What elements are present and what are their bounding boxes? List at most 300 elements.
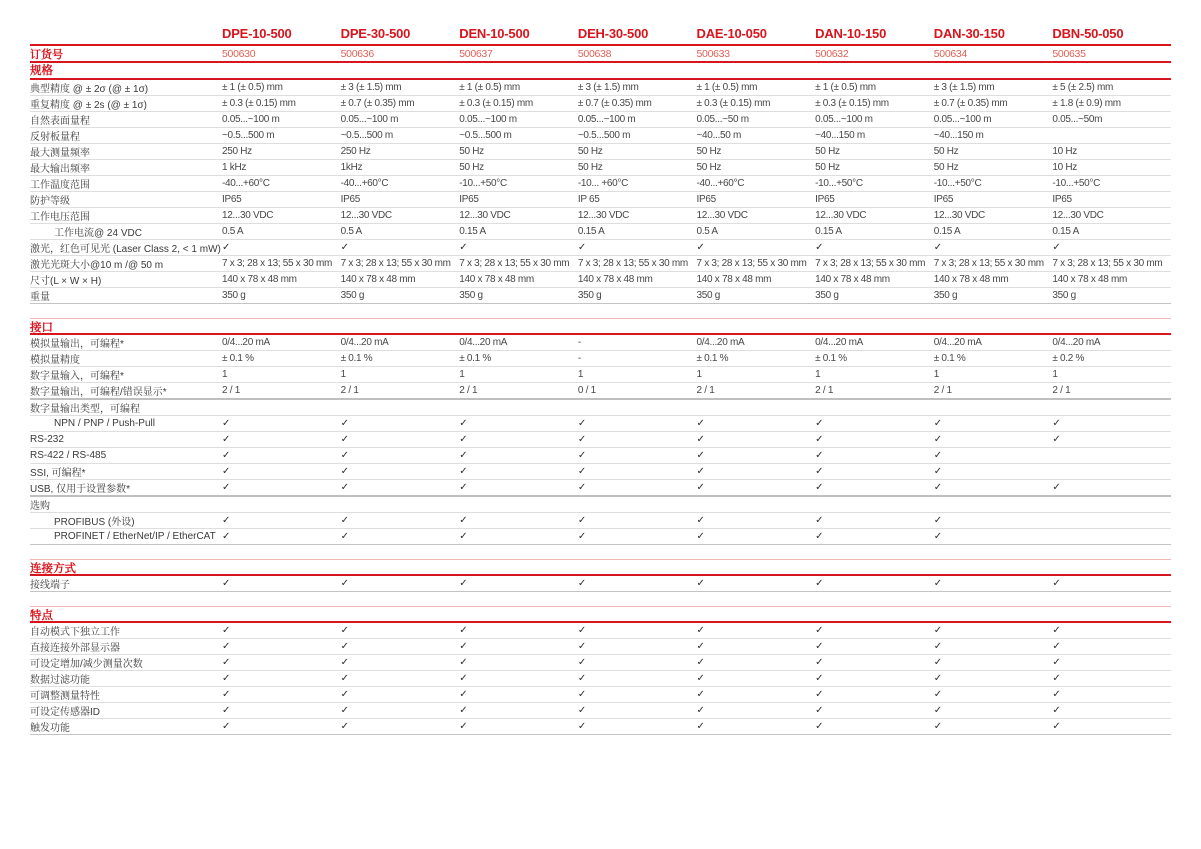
column-header: DPE-30-500 xyxy=(340,26,411,41)
row-label: 重量 xyxy=(30,292,50,303)
cell-value: ± 1 (± 0.5) mm xyxy=(696,82,758,93)
subsection-row xyxy=(30,497,1171,513)
cell-value: 7 x 3; 28 x 13; 55 x 30 mm xyxy=(815,258,926,269)
table-row xyxy=(30,335,1171,351)
cell-value: 350 g xyxy=(340,290,365,301)
check-icon: ✓ xyxy=(222,625,231,636)
check-icon: ✓ xyxy=(577,515,587,526)
check-icon: ✓ xyxy=(933,705,943,716)
check-icon: ✓ xyxy=(933,466,943,477)
check-icon: ✓ xyxy=(933,657,943,668)
check-icon: ✓ xyxy=(696,482,705,493)
check-icon: ✓ xyxy=(577,531,587,542)
row-label: 重复精度 @ ± 2s (@ ± 1σ) xyxy=(30,100,147,111)
check-icon: ✓ xyxy=(933,482,943,493)
order-number: 500633 xyxy=(696,48,730,60)
check-icon: ✓ xyxy=(222,418,231,429)
check-icon: ✓ xyxy=(696,418,705,429)
cell-value: 140 x 78 x 48 mm xyxy=(222,274,297,285)
table-row xyxy=(30,383,1171,400)
cell-value: ± 0.1 % xyxy=(696,353,729,364)
row-label: 数字量输入，可编程* xyxy=(30,371,124,382)
check-icon: ✓ xyxy=(222,689,231,700)
check-icon: ✓ xyxy=(222,673,231,684)
cell-value: ~40...50 m xyxy=(696,130,742,141)
cell-value: 0/4...20 mA xyxy=(459,337,508,348)
cell-value: 12...30 VDC xyxy=(933,210,985,221)
cell-value: ± 0.3 (± 0.15) mm xyxy=(459,98,533,109)
cell-value: 0/4...20 mA xyxy=(340,337,389,348)
cell-value: ± 0.3 (± 0.15) mm xyxy=(696,98,771,109)
cell-value: IP65 xyxy=(696,194,716,205)
cell-value: ± 3 (± 1.5) mm xyxy=(577,82,639,93)
cell-value: -40...+60°C xyxy=(340,178,389,189)
check-icon: ✓ xyxy=(815,721,824,732)
check-icon: ✓ xyxy=(340,418,350,429)
cell-value: ± 0.1 % xyxy=(933,353,966,364)
cell-value: 1 xyxy=(222,369,228,380)
check-icon: ✓ xyxy=(222,434,231,445)
check-icon: ✓ xyxy=(577,641,587,652)
row-label: 模拟量精度 xyxy=(30,355,80,366)
cell-value: -10...+50°C xyxy=(815,178,863,189)
table-row xyxy=(30,671,1171,687)
cell-value: 50 Hz xyxy=(933,146,959,157)
table-row xyxy=(30,96,1171,112)
cell-value: -40...+60°C xyxy=(696,178,745,189)
check-icon: ✓ xyxy=(815,531,824,542)
table-row xyxy=(30,144,1171,160)
order-number: 500632 xyxy=(815,48,849,60)
cell-value: 7 x 3; 28 x 13; 55 x 30 mm xyxy=(459,258,570,269)
row-label: 典型精度 @ ± 2σ (@ ± 1σ) xyxy=(30,84,149,95)
check-icon: ✓ xyxy=(696,705,705,716)
cell-value: 1 xyxy=(459,369,465,380)
cell-value: 0.5 A xyxy=(222,226,244,237)
check-icon: ✓ xyxy=(696,721,705,732)
check-icon: ✓ xyxy=(696,466,705,477)
table-row xyxy=(30,655,1171,671)
check-icon: ✓ xyxy=(815,434,824,445)
check-icon: ✓ xyxy=(933,578,943,589)
cell-value: 50 Hz xyxy=(459,162,484,173)
check-icon: ✓ xyxy=(577,434,587,445)
order-number: 500630 xyxy=(222,48,256,60)
cell-value: 350 g xyxy=(696,290,721,301)
check-icon: ✓ xyxy=(933,689,943,700)
table-row xyxy=(30,288,1171,304)
check-icon: ✓ xyxy=(1052,705,1061,716)
cell-value: 0/4...20 mA xyxy=(1052,337,1101,348)
check-icon: ✓ xyxy=(696,515,705,526)
row-label: RS-232 xyxy=(30,434,64,445)
row-label: 数字量输出，可编程/错误显示* xyxy=(30,387,167,398)
check-icon: ✓ xyxy=(696,578,705,589)
cell-value: -10...+50°C xyxy=(459,178,507,189)
check-icon: ✓ xyxy=(340,721,350,732)
table-row xyxy=(30,112,1171,128)
cell-value: 350 g xyxy=(815,290,839,301)
table-row xyxy=(30,208,1171,224)
check-icon: ✓ xyxy=(222,578,231,589)
cell-value: 140 x 78 x 48 mm xyxy=(933,274,1009,285)
check-icon: ✓ xyxy=(1052,482,1061,493)
row-label: 选购 xyxy=(30,501,50,512)
cell-value: 7 x 3; 28 x 13; 55 x 30 mm xyxy=(340,258,451,269)
section-title: 规格 xyxy=(30,63,1171,80)
cell-value: 250 Hz xyxy=(222,146,252,157)
check-icon: ✓ xyxy=(340,434,350,445)
cell-value: 1 xyxy=(1052,369,1058,380)
table-row xyxy=(30,464,1171,480)
cell-value: ~40...150 m xyxy=(933,130,984,141)
table-row xyxy=(30,719,1171,735)
cell-value: 1 xyxy=(933,369,940,380)
row-label: 数字量输出类型，可编程 xyxy=(30,404,140,415)
cell-value: 1 xyxy=(815,369,821,380)
cell-value: 0/4...20 mA xyxy=(222,337,270,348)
cell-value: 50 Hz xyxy=(933,162,959,173)
cell-value: ± 3 (± 1.5) mm xyxy=(933,82,995,93)
check-icon: ✓ xyxy=(459,657,468,668)
check-icon: ✓ xyxy=(696,673,705,684)
cell-value: IP65 xyxy=(222,194,242,205)
check-icon: ✓ xyxy=(459,482,468,493)
check-icon: ✓ xyxy=(815,242,824,253)
check-icon: ✓ xyxy=(577,625,587,636)
check-icon: ✓ xyxy=(577,721,587,732)
table-row xyxy=(30,513,1171,529)
cell-value: ± 0.3 (± 0.15) mm xyxy=(815,98,889,109)
check-icon: ✓ xyxy=(459,689,468,700)
cell-value: 0 / 1 xyxy=(577,385,596,396)
check-icon: ✓ xyxy=(815,625,824,636)
check-icon: ✓ xyxy=(933,515,943,526)
check-icon: ✓ xyxy=(933,418,943,429)
cell-value: 50 Hz xyxy=(815,146,840,157)
row-label: USB, 仅用于设置参数* xyxy=(30,484,131,495)
cell-value: ± 0.1 % xyxy=(222,353,254,364)
cell-value: 50 Hz xyxy=(815,162,840,173)
cell-value: ± 0.7 (± 0.35) mm xyxy=(933,98,1008,109)
cell-value: IP65 xyxy=(1052,194,1072,205)
cell-value: - xyxy=(577,337,581,348)
order-row-label: 订货号 xyxy=(30,49,63,61)
cell-value: 0.05...~100 m xyxy=(577,114,636,125)
cell-value: 12...30 VDC xyxy=(577,210,630,221)
check-icon: ✓ xyxy=(459,641,468,652)
cell-value: ± 3 (± 1.5) mm xyxy=(340,82,402,93)
check-icon: ✓ xyxy=(577,705,587,716)
row-label: RS-422 / RS-485 xyxy=(30,450,107,461)
check-icon: ✓ xyxy=(222,466,231,477)
row-label: 接线端子 xyxy=(30,580,70,591)
column-header: DBN-50-050 xyxy=(1052,26,1124,41)
check-icon: ✓ xyxy=(340,705,350,716)
row-label: 工作温度范围 xyxy=(30,180,90,191)
cell-value: 10 Hz xyxy=(1052,146,1077,157)
row-label: 工作电压范围 xyxy=(30,212,90,223)
cell-value: 1 xyxy=(696,369,702,380)
cell-value: 12...30 VDC xyxy=(815,210,867,221)
check-icon: ✓ xyxy=(1052,625,1061,636)
order-number: 500635 xyxy=(1052,48,1086,60)
cell-value: 7 x 3; 28 x 13; 55 x 30 mm xyxy=(696,258,807,269)
row-label: 自然表面量程 xyxy=(30,116,90,127)
check-icon: ✓ xyxy=(222,242,231,253)
cell-value: 2 / 1 xyxy=(933,385,952,396)
check-icon: ✓ xyxy=(459,625,468,636)
check-icon: ✓ xyxy=(933,531,943,542)
cell-value: 12...30 VDC xyxy=(340,210,392,221)
check-icon: ✓ xyxy=(577,418,587,429)
order-number-row xyxy=(30,46,1171,63)
cell-value: 140 x 78 x 48 mm xyxy=(577,274,653,285)
row-label: 触发功能 xyxy=(30,723,70,734)
cell-value: ± 5 (± 2.5) mm xyxy=(1052,82,1114,93)
cell-value: -10...+50°C xyxy=(1052,178,1101,189)
check-icon: ✓ xyxy=(933,242,943,253)
cell-value: 350 g xyxy=(1052,290,1076,301)
table-row xyxy=(30,703,1171,719)
table-row xyxy=(30,240,1171,256)
check-icon: ✓ xyxy=(459,418,468,429)
cell-value: 2 / 1 xyxy=(459,385,478,396)
check-icon: ✓ xyxy=(340,625,350,636)
cell-value: IP65 xyxy=(933,194,954,205)
check-icon: ✓ xyxy=(222,482,231,493)
check-icon: ✓ xyxy=(340,689,350,700)
check-icon: ✓ xyxy=(1052,242,1061,253)
check-icon: ✓ xyxy=(933,434,943,445)
table-row xyxy=(30,176,1171,192)
table-row xyxy=(30,448,1171,464)
order-number: 500638 xyxy=(577,48,612,60)
cell-value: 250 Hz xyxy=(340,146,371,157)
check-icon: ✓ xyxy=(340,578,350,589)
check-icon: ✓ xyxy=(340,482,350,493)
cell-value: IP65 xyxy=(459,194,479,205)
column-header: DAN-10-150 xyxy=(815,26,887,41)
model-header-row xyxy=(30,26,1171,46)
cell-value: 0/4...20 mA xyxy=(696,337,745,348)
cell-value: IP65 xyxy=(340,194,360,205)
check-icon: ✓ xyxy=(459,578,468,589)
check-icon: ✓ xyxy=(815,673,824,684)
order-number: 500634 xyxy=(933,48,967,60)
column-header: DEH-30-500 xyxy=(577,26,649,41)
table-row xyxy=(30,351,1171,367)
check-icon: ✓ xyxy=(222,721,231,732)
row-label: 可设定增加/减少测量次数 xyxy=(30,659,143,670)
cell-value: 50 Hz xyxy=(696,162,722,173)
check-icon: ✓ xyxy=(577,466,587,477)
cell-value: 12...30 VDC xyxy=(222,210,274,221)
table-row xyxy=(30,576,1171,592)
row-label: 可设定传感器ID xyxy=(30,707,100,718)
cell-value: 50 Hz xyxy=(577,146,603,157)
check-icon: ✓ xyxy=(459,515,468,526)
cell-value: ± 1 (± 0.5) mm xyxy=(222,82,283,93)
check-icon: ✓ xyxy=(933,625,943,636)
check-icon: ✓ xyxy=(815,689,824,700)
row-label: 激光，红色可见光 (Laser Class 2, < 1 mW) xyxy=(30,244,221,255)
table-row xyxy=(30,192,1171,208)
section-title: 连接方式 xyxy=(30,559,1171,576)
cell-value: 0.05...~100 m xyxy=(933,114,992,125)
cell-value: 2 / 1 xyxy=(1052,385,1071,396)
cell-value: - xyxy=(577,353,581,364)
check-icon: ✓ xyxy=(696,657,705,668)
cell-value: 0.05...~50 m xyxy=(696,114,749,125)
check-icon: ✓ xyxy=(815,578,824,589)
cell-value: ± 0.7 (± 0.35) mm xyxy=(577,98,652,109)
table-row xyxy=(30,256,1171,272)
cell-value: 7 x 3; 28 x 13; 55 x 30 mm xyxy=(933,258,1044,269)
check-icon: ✓ xyxy=(815,418,824,429)
table-row xyxy=(30,416,1171,432)
cell-value: 0.15 A xyxy=(577,226,605,237)
cell-value: ± 0.3 (± 0.15) mm xyxy=(222,98,296,109)
cell-value: 2 / 1 xyxy=(222,385,240,396)
cell-value: 140 x 78 x 48 mm xyxy=(340,274,416,285)
row-label: 最大测量频率 xyxy=(30,148,90,159)
check-icon: ✓ xyxy=(459,434,468,445)
check-icon: ✓ xyxy=(340,242,350,253)
check-icon: ✓ xyxy=(577,657,587,668)
cell-value: 0.15 A xyxy=(1052,226,1079,237)
check-icon: ✓ xyxy=(340,450,350,461)
table-row xyxy=(30,432,1171,448)
column-header: DAE-10-050 xyxy=(696,26,767,41)
check-icon: ✓ xyxy=(340,466,350,477)
cell-value: 12...30 VDC xyxy=(459,210,511,221)
table-row xyxy=(30,80,1171,96)
check-icon: ✓ xyxy=(577,242,587,253)
row-label: 数据过滤功能 xyxy=(30,675,90,686)
cell-value: ± 0.2 % xyxy=(1052,353,1085,364)
cell-value: 12...30 VDC xyxy=(696,210,748,221)
cell-value: 50 Hz xyxy=(696,146,722,157)
table-row xyxy=(30,687,1171,703)
check-icon: ✓ xyxy=(815,515,824,526)
cell-value: -40...+60°C xyxy=(222,178,270,189)
row-label: NPN / PNP / Push-Pull xyxy=(54,418,155,429)
cell-value: 7 x 3; 28 x 13; 55 x 30 mm xyxy=(1052,258,1163,269)
check-icon: ✓ xyxy=(933,721,943,732)
table-row xyxy=(30,367,1171,383)
cell-value: 12...30 VDC xyxy=(1052,210,1104,221)
check-icon: ✓ xyxy=(815,482,824,493)
check-icon: ✓ xyxy=(815,466,824,477)
section-title: 特点 xyxy=(30,606,1171,623)
check-icon: ✓ xyxy=(459,531,468,542)
check-icon: ✓ xyxy=(340,641,350,652)
check-icon: ✓ xyxy=(1052,721,1061,732)
table-row xyxy=(30,160,1171,176)
table-row xyxy=(30,623,1171,639)
cell-value: 1 xyxy=(340,369,346,380)
cell-value: 50 Hz xyxy=(577,162,603,173)
check-icon: ✓ xyxy=(459,242,468,253)
check-icon: ✓ xyxy=(696,641,705,652)
cell-value: 50 Hz xyxy=(459,146,484,157)
cell-value: 0.15 A xyxy=(815,226,842,237)
cell-value: ± 0.1 % xyxy=(815,353,847,364)
check-icon: ✓ xyxy=(577,673,587,684)
check-icon: ✓ xyxy=(222,705,231,716)
row-label: 工作电流@ 24 VDC xyxy=(54,228,142,239)
cell-value: ± 0.7 (± 0.35) mm xyxy=(340,98,415,109)
order-number: 500637 xyxy=(459,48,493,60)
order-number: 500636 xyxy=(340,48,374,60)
row-label: 模拟量输出，可编程* xyxy=(30,339,124,350)
cell-value: 0.05...~100 m xyxy=(340,114,399,125)
check-icon: ✓ xyxy=(1052,418,1061,429)
check-icon: ✓ xyxy=(577,689,587,700)
check-icon: ✓ xyxy=(696,689,705,700)
check-icon: ✓ xyxy=(696,531,705,542)
table-row xyxy=(30,272,1171,288)
cell-value: 10 Hz xyxy=(1052,162,1077,173)
cell-value: 1 kHz xyxy=(222,162,247,173)
row-label: 激光光斑大小@10 m /@ 50 m xyxy=(30,260,164,271)
cell-value: ± 1 (± 0.5) mm xyxy=(459,82,520,93)
check-icon: ✓ xyxy=(340,515,350,526)
cell-value: IP65 xyxy=(815,194,835,205)
cell-value: 2 / 1 xyxy=(340,385,359,396)
cell-value: ± 0.1 % xyxy=(340,353,373,364)
cell-value: 350 g xyxy=(577,290,602,301)
row-label: PROFINET / EtherNet/IP / EtherCAT xyxy=(54,531,216,542)
check-icon: ✓ xyxy=(1052,689,1061,700)
check-icon: ✓ xyxy=(577,450,587,461)
check-icon: ✓ xyxy=(340,673,350,684)
check-icon: ✓ xyxy=(222,515,231,526)
check-icon: ✓ xyxy=(459,705,468,716)
cell-value: 350 g xyxy=(933,290,958,301)
check-icon: ✓ xyxy=(222,450,231,461)
cell-value: 0.5 A xyxy=(340,226,362,237)
cell-value: ~0.5...500 m xyxy=(577,130,631,141)
row-label: 直接连接外部显示器 xyxy=(30,643,120,654)
cell-value: 7 x 3; 28 x 13; 55 x 30 mm xyxy=(577,258,688,269)
row-label: SSI, 可编程* xyxy=(30,468,86,479)
check-icon: ✓ xyxy=(1052,673,1061,684)
cell-value: 1kHz xyxy=(340,162,363,173)
column-header: DPE-10-500 xyxy=(222,26,292,41)
check-icon: ✓ xyxy=(933,450,943,461)
check-icon: ✓ xyxy=(815,641,824,652)
table-row xyxy=(30,529,1171,545)
datasheet-table xyxy=(30,26,1171,735)
cell-value: -10...+50°C xyxy=(933,178,982,189)
check-icon: ✓ xyxy=(696,434,705,445)
cell-value: 0.05...~100 m xyxy=(815,114,873,125)
table-row xyxy=(30,480,1171,497)
row-label: 最大输出频率 xyxy=(30,164,90,175)
check-icon: ✓ xyxy=(459,450,468,461)
check-icon: ✓ xyxy=(340,657,350,668)
check-icon: ✓ xyxy=(815,705,824,716)
cell-value: 0.15 A xyxy=(933,226,961,237)
check-icon: ✓ xyxy=(1052,641,1061,652)
row-label: PROFIBUS (外设) xyxy=(54,517,135,528)
cell-value: 0.15 A xyxy=(459,226,486,237)
check-icon: ✓ xyxy=(459,673,468,684)
check-icon: ✓ xyxy=(340,531,350,542)
check-icon: ✓ xyxy=(1052,578,1061,589)
